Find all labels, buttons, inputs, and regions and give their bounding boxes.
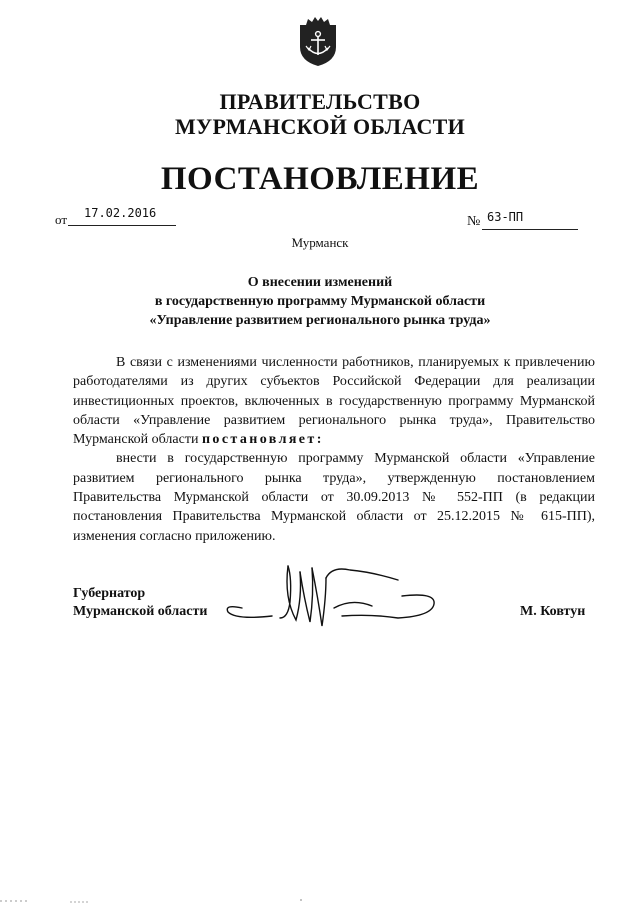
body-paragraph-resolution: внести в государственную программу Мурманской области «Управление развитием регионального рынка труда», утвержденную постановлением Правительства Мурманской области от 30.09.2013 № 552-ПП (в редакции постановления Правительства Мурманской области от 25.12.2015 № 615-ПП), изменения согласно приложению.: [73, 451, 595, 544]
document-title-line3: «Управление развитием регионального рынка труда»: [149, 313, 491, 328]
body-paragraph-preamble: [73, 353, 595, 449]
city-name: Мурманск: [291, 235, 349, 250]
document-title-line2: в государственную программу Мурманской области: [154, 294, 486, 309]
document-date: 17.02.2016: [84, 206, 157, 220]
date-label: от: [55, 212, 68, 227]
document-number: 63-ПП: [487, 210, 524, 224]
decision-keyword: постановляет:: [201, 432, 324, 448]
government-name-line1: ПРАВИТЕЛЬСТВО: [219, 89, 421, 114]
number-label: №: [467, 214, 481, 229]
murmansk-coat-of-arms-icon: [296, 15, 340, 67]
document-title-line1: О внесении изменений: [247, 275, 393, 290]
document-type-heading: ПОСТАНОВЛЕНИЕ: [160, 161, 480, 197]
signatory-title-line1: Губернатор: [73, 586, 146, 601]
scan-artifact-marks: [0, 888, 640, 905]
preamble-text: В связи с изменениями численности работников, планируемых к привлечению работодателями из других субъектов Российской Федерации для реализации инвестиционных проектов, включенных в государственную программу Мурманской области «Управление развитием регионального рынка труда», Правительство Мурманской области: [73, 355, 595, 448]
signatory-name: М. Ковтун: [520, 604, 586, 619]
number-underline: [482, 229, 578, 230]
document-body: [73, 353, 595, 546]
signatory-title-line2: Мурманской области: [73, 604, 208, 619]
handwritten-signature-icon: [222, 558, 452, 638]
government-name-line2: МУРМАНСКОЙ ОБЛАСТИ: [174, 114, 466, 139]
date-underline: [68, 225, 176, 226]
